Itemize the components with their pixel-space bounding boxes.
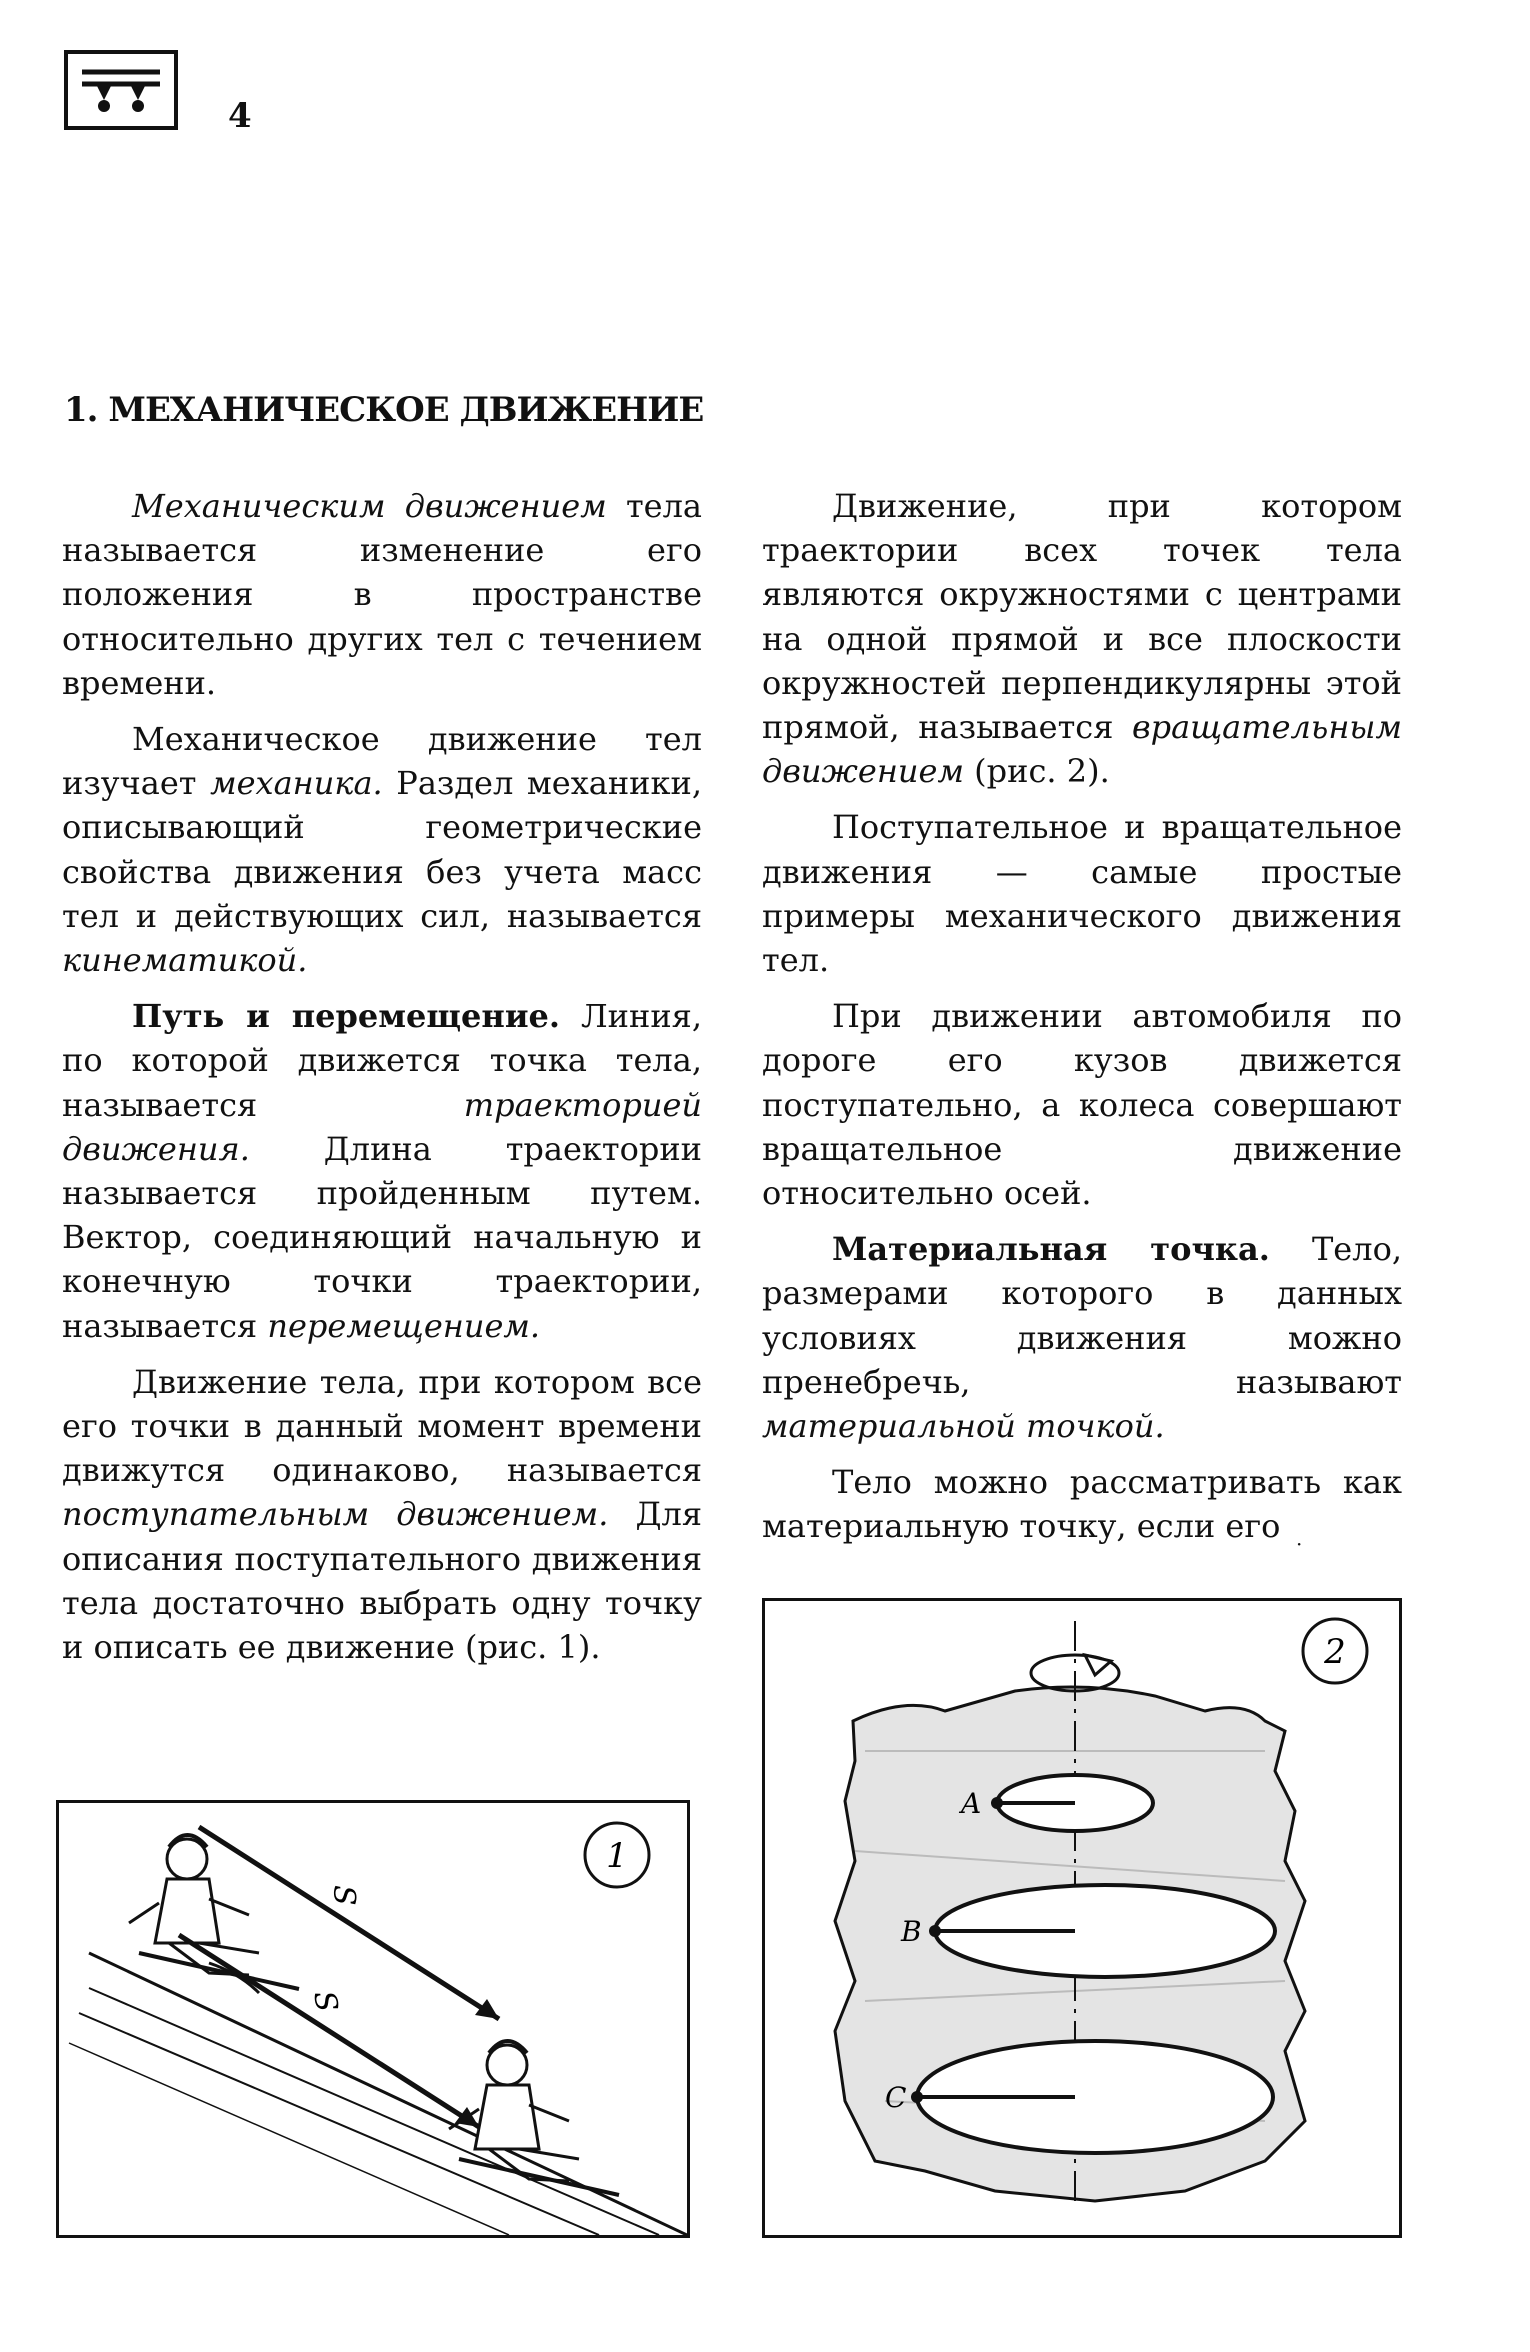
child-on-sled-icon: [129, 1835, 299, 1993]
vector-label: S: [326, 1885, 361, 1906]
term: кинематикой.: [62, 941, 308, 980]
point-a: [991, 1797, 1003, 1809]
text: (рис. 2).: [963, 752, 1110, 791]
term: механика.: [210, 764, 383, 803]
paragraph: [62, 484, 702, 705]
term: перемещением.: [267, 1306, 541, 1345]
term: Механическим движением: [132, 487, 607, 525]
text: Механическое движение тел изучает: [62, 720, 702, 803]
right-column: [762, 484, 1402, 1561]
section-logo-icon: [64, 50, 178, 130]
paragraph: При движении автомобиля по дороге его кузов движется поступательно, а колеса совершают вращательное движение относительно осей.: [762, 997, 1402, 1213]
figure-number: 1: [606, 1836, 628, 1876]
subheading: Путь и перемещение.: [132, 997, 561, 1036]
displacement-vector: [199, 1827, 499, 2019]
paragraph: [62, 994, 702, 1348]
paragraph: Поступательное и вращательное движения — самые простые примеры механического движения тел.: [762, 808, 1402, 980]
text: Движение тела, при котором все его точки в данный момент времени движутся одинаково, называется: [62, 1362, 702, 1490]
paragraph: [62, 1360, 702, 1669]
left-column: [62, 484, 702, 1681]
text: Раздел механики, описывающий геометрические свойства движения без учета масс тел и действующих сил, называется: [62, 764, 702, 935]
paragraph: Тело можно рассматривать как материальную точку, если его: [762, 1463, 1402, 1546]
paragraph: [62, 717, 702, 982]
figure-1-illustration: [59, 1803, 687, 2235]
text: Тело, размерами которого в данных условиях движения можно пренебречь, называют: [762, 1230, 1403, 1401]
slope-line: [89, 1953, 687, 2235]
point-label: C: [885, 2081, 907, 2114]
text: Длина траектории называется пройденным путем. Вектор, соединяющий начальную и конечную точки траектории, называется: [62, 1129, 702, 1345]
point-label: A: [961, 1787, 982, 1820]
term: материальной точкой.: [762, 1407, 1165, 1446]
section-title: 1. МЕХАНИЧЕСКОЕ ДВИЖЕНИЕ: [64, 390, 704, 430]
text: Линия, по которой движется точка тела, называется: [62, 997, 702, 1124]
displacement-vector: [179, 1935, 479, 2127]
figure-2-rotational-motion: [762, 1598, 1402, 2238]
stray-mark: ·: [1296, 1532, 1303, 1556]
text: Для описания поступательного движения тела достаточно выбрать одну точку и описать ее движение (рис. 1).: [62, 1495, 703, 1667]
point-label: B: [901, 1915, 922, 1948]
arrowhead-icon: [475, 1999, 499, 2019]
figure-1-translational-motion: [56, 1800, 690, 2238]
point-c: [911, 2091, 923, 2103]
term: вращательным движением: [762, 708, 1402, 791]
figure-2-illustration: [765, 1601, 1399, 2235]
paragraph: [762, 484, 1402, 793]
text: Движение, при котором траектории всех точек тела являются окружностями с центрами на одной прямой и все плоскости окружностей перпендикулярны этой прямой, называется: [762, 487, 1402, 747]
subheading: Материальная точка.: [832, 1230, 1270, 1269]
text: тела называется изменение его положения в пространстве относительно других тел с течением времени.: [62, 487, 702, 702]
page-number: 4: [228, 96, 252, 136]
child-on-sled-icon: [449, 2041, 619, 2195]
slope-line: [89, 1988, 659, 2235]
vector-label: S: [306, 1988, 345, 2015]
term: поступательным движением.: [62, 1495, 609, 1534]
term: траекторией движения.: [62, 1085, 702, 1168]
point-b: [929, 1925, 941, 1937]
figure-number: 2: [1324, 1632, 1346, 1672]
paragraph: [762, 1227, 1402, 1448]
slope-line: [69, 2043, 509, 2235]
